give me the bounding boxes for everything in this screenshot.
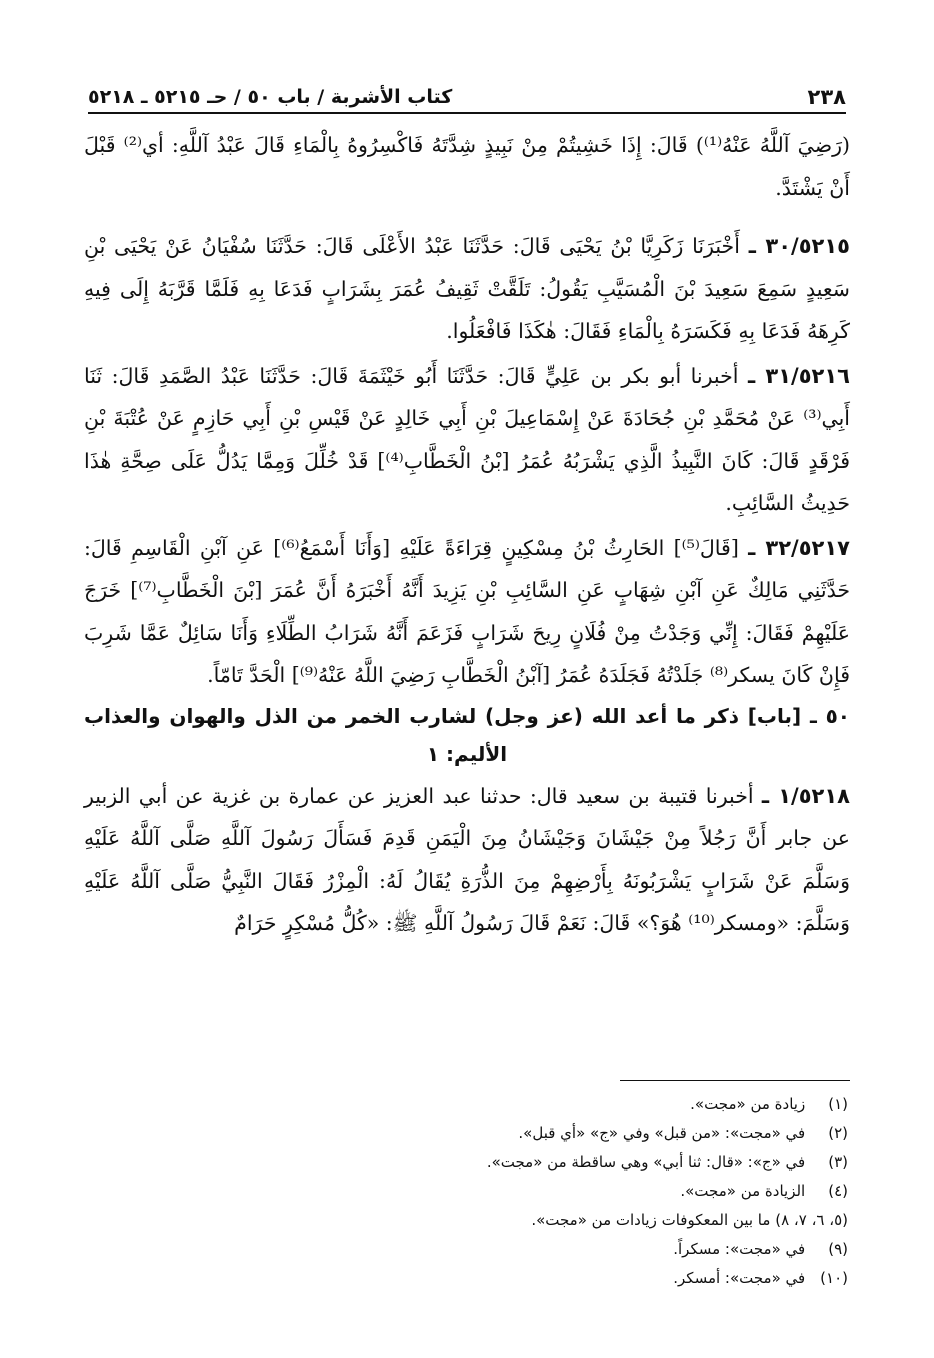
hadith-5215 bbox=[84, 225, 850, 353]
hadith-number: ٣١/٥٢١٦ ـ bbox=[747, 363, 850, 388]
hadith-text: أخبرنا أبو بكر بن عَلِيٍّ قَالَ: حَدَّثَنَا أَبُو خَيْثَمَةَ قَالَ: حَدَّثَنَا عَبْدُ الصَّمَدِ قَالَ: ثَنَا أَبِي⁽³⁾ عَنْ مُحَمَّدِ بْنِ جُحَادَةَ عَنْ إِسْمَاعِيلَ بْنِ أَبِي خَالِدٍ عَنْ قَيْسِ بْنِ أَبِي حَازِمٍ عَنْ عُتْبَةَ بْنِ فَرْقَدٍ قَالَ: كَانَ النَّبِيذُ الَّذِي يَشْرَبُهُ عُمَرُ [بْنُ الْخَطَّابِ⁽⁴⁾] قَدْ خُلِّلَ وَمِمَّا يَدُلُّ عَلَى صِحَّةِ هٰذَا حَدِيثُ السَّائِبِ. bbox=[84, 363, 850, 515]
footnote: (٢) في «مجت»: «من قبل» وفي «ج» «أي قبل». bbox=[518, 1124, 848, 1142]
paragraph-continuation: (رَضِيَ آللَّهُ عَنْهُ⁽¹⁾) قَالَ: إِذَا خَشِيتُمْ مِنْ نَبِيذٍ شِدَّتَهُ فَاكْسِرُوهُ بِالْمَاءِ قَالَ عَبْدُ آللَّهِ: أي⁽²⁾ قَبْلَ أَنْ يَشْتَدَّ. bbox=[84, 133, 850, 200]
hadith-5217 bbox=[84, 527, 850, 697]
hadith-text: [قَالَ⁽⁵⁾] الحَارِثُ بْنُ مِسْكِينٍ قِرَاءَةً عَلَيْهِ [وَأَنَا أَسْمَعُ⁽⁶⁾] عَنِ آبْنِ الْقَاسِمِ قَالَ: حَدَّثَنِي مَالِكٌ عَنِ آبْنِ شِهَابٍ عَنِ السَّائِبِ بْنِ يَزِيدَ أَنَّهُ أَخْبَرَهُ أَنَّ عُمَرَ [بْنَ الْخَطَّابِ⁽⁷⁾] خَرَجَ عَلَيْهِمْ فَقَالَ: إِنِّي وَجَدْتُ مِنْ فُلَانٍ رِيحَ شَرَابٍ فَزَعَمَ أَنَّهُ شَرَابُ الطِّلَاءِ وَأَنَا سَائِلٌ عَمَّا شَرِبَ فَإِنْ كَانَ يسكر⁽⁸⁾ جَلَدْتُهُ فَجَلَدَهُ عُمَرُ [آبْنُ الْخَطَّابِ رَضِيَ اللَّهُ عَنْهُ⁽⁹⁾] الْحَدَّ تَامّاً. bbox=[84, 535, 850, 687]
footnote: (٥، ٦، ٧، ٨) ما بين المعكوفات زيادات من «مجت». bbox=[531, 1211, 848, 1229]
hadith-number: ١/٥٢١٨ ـ bbox=[761, 783, 850, 808]
hadith-text: أَخْبَرَنَا زَكَرِيَّا بْنُ يَحْيَى قَالَ: حَدَّثَنَا عَبْدُ الأَعْلَى قَالَ: حَدَّثَنَا سُفْيَانُ عَنْ يَحْيَى بْنِ سَعِيدٍ سَمِعَ سَعِيدَ بْنَ الْمُسَيَّبِ يَقُولُ: تَلَقَّتْ ثَقِيفُ عُمَرَ بِشَرَابٍ فَدَعَا بِهِ فَلَمَّا قَرَّبَهُ إِلَى فِيهِ كَرِهَهُ فَدَعَا بِهِ فَكَسَرَهُ بِالْمَاءِ فَقَالَ: هٰكَذَا فَافْعَلُوا. bbox=[84, 234, 850, 343]
hadith-5216 bbox=[84, 355, 850, 525]
footnote: (٩) في «مجت»: مسكراً. bbox=[673, 1240, 848, 1258]
hadith-text: أخبرنا قتيبة بن سعيد قال: حدثنا عبد العزيز عن عمارة بن غزية عن أبي الزبير عن جابر أَنَّ رَجُلاً مِنْ جَيْشَانَ وَجَيْشَانُ مِنَ الْيَمَنِ قَدِمَ فَسَأَلَ رَسُولَ آللَّهِ صَلَّى آللَّهُ عَلَيْهِ وَسَلَّمَ عَنْ شَرَابٍ يَشْرَبُونَهُ بِأَرْضِهِمْ مِنَ الذُّرَةِ يُقَالُ لَهُ: الْمِزْرُ فَقَالَ النَّبِيُّ صَلَّى آللَّهُ عَلَيْهِ وَسَلَّمَ: «ومسكر⁽¹⁰⁾ هُوَ؟» قَالَ: نَعَمْ قَالَ رَسُولُ آللَّهِ ﷺ: «كُلُّ مُسْكِرٍ حَرَامٌ bbox=[84, 783, 850, 935]
chapter-heading: ٥٠ ـ [باب] ذكر ما أعد الله (عز وجل) لشارب الخمر من الذل والهوان والعذاب الأليم: ١ bbox=[84, 703, 850, 766]
footnote-divider bbox=[620, 1080, 850, 1081]
main-text bbox=[84, 124, 850, 945]
hadith-number: ٣٠/٥٢١٥ ـ bbox=[748, 234, 850, 258]
footnotes bbox=[84, 1090, 848, 1293]
footnote: (١٠) في «مجت»: أمسكر. bbox=[673, 1269, 848, 1287]
hadith-5218 bbox=[84, 775, 850, 945]
page-number: ٢٣٨ bbox=[807, 85, 846, 109]
running-title: كتاب الأشربة / باب ٥٠ / حـ ٥٢١٥ ـ ٥٢١٨ bbox=[88, 86, 453, 108]
hadith-number: ٣٢/٥٢١٧ ـ bbox=[748, 535, 850, 560]
running-header bbox=[88, 78, 846, 114]
footnote: (١) زيادة من «مجت». bbox=[690, 1095, 848, 1113]
footnote: (٤) الزيادة من «مجت». bbox=[680, 1182, 848, 1200]
footnote: (٣) في «ج»: «قال: ثنا أبي» وهي ساقطة من «مجت». bbox=[486, 1153, 848, 1171]
